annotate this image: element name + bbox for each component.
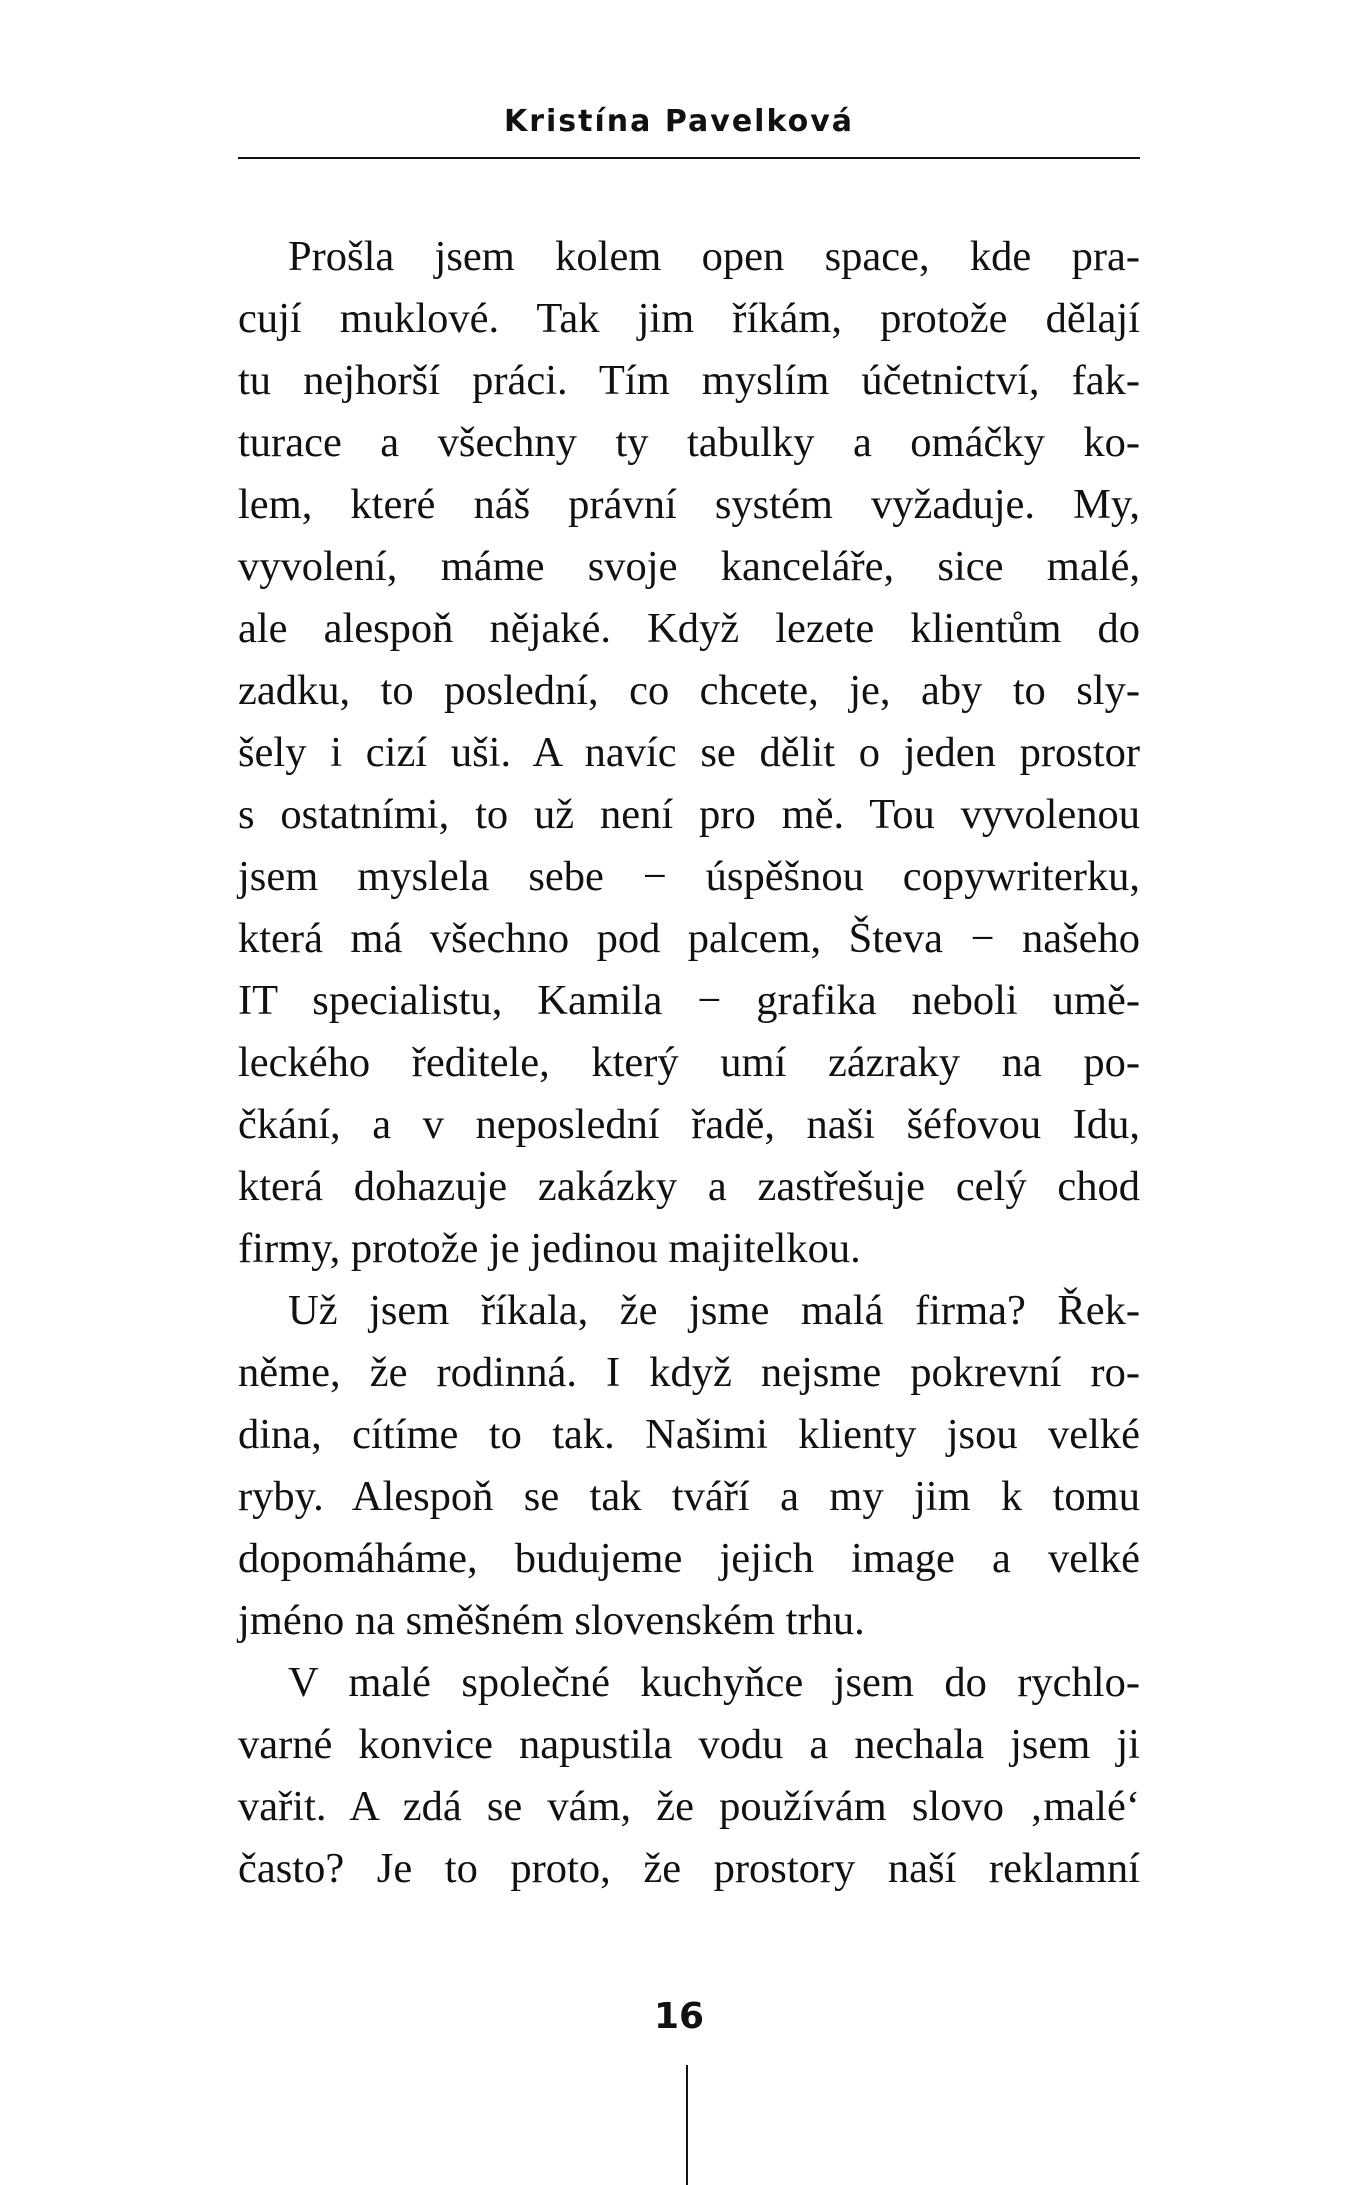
text-line: dopomáháme, budujeme jejich image a velké xyxy=(238,1535,1140,1582)
text-line: ryby. Alespoň se tak tváří a my jim k tomu xyxy=(238,1473,1140,1520)
page-number: 16 xyxy=(653,1996,705,2037)
text-line: často? Je to proto, že prostory naší reklamní xyxy=(238,1845,1140,1892)
text-line: dina, cítíme to tak. Našimi klienty jsou velké xyxy=(238,1411,1140,1458)
text-line: V malé společné kuchyňce jsem do rychlo- xyxy=(288,1659,1140,1706)
text-line: jsem myslela sebe − úspěšnou copywriterku, xyxy=(238,853,1140,900)
text-line: jméno na směšném slovenském trhu. xyxy=(238,1597,865,1644)
text-line: tu nejhorší práci. Tím myslím účetnictví, fak- xyxy=(238,357,1140,404)
text-line: čkání, a v neposlední řadě, naši šéfovou Idu, xyxy=(238,1101,1140,1148)
text-line: firmy, protože je jedinou majitelkou. xyxy=(238,1225,861,1272)
text-line: varné konvice napustila vodu a nechala jsem ji xyxy=(238,1721,1140,1768)
paragraph-1 xyxy=(238,226,1140,1280)
running-header-author: Kristína Pavelková xyxy=(503,104,855,139)
header-rule xyxy=(238,157,1140,159)
paragraph-3 xyxy=(238,1652,1140,1900)
text-line: lem, které náš právní systém vyžaduje. My, xyxy=(238,481,1140,528)
text-line: Už jsem říkala, že jsme malá firma? Řek- xyxy=(288,1287,1140,1334)
text-line: leckého ředitele, který umí zázraky na po- xyxy=(238,1039,1140,1086)
text-line: zadku, to poslední, co chcete, je, aby to sly- xyxy=(238,667,1140,714)
text-line: cují muklové. Tak jim říkám, protože dělají xyxy=(238,295,1140,342)
text-line: Prošla jsem kolem open space, kde pra- xyxy=(288,233,1140,280)
text-line: vařit. A zdá se vám, že používám slovo ‚malé‘ xyxy=(238,1783,1140,1830)
paragraph-2 xyxy=(238,1280,1140,1652)
text-line: ale alespoň nějaké. Když lezete klientům do xyxy=(238,605,1140,652)
text-line: něme, že rodinná. I když nejsme pokrevní ro- xyxy=(238,1349,1140,1396)
text-line: šely i cizí uši. A navíc se dělit o jeden prostor xyxy=(238,729,1140,776)
body-text xyxy=(238,226,1140,1900)
text-line: která dohazuje zakázky a zastřešuje celý chod xyxy=(238,1163,1140,1210)
text-line: vyvolení, máme svoje kanceláře, sice malé, xyxy=(238,543,1140,590)
text-line: která má všechno pod palcem, Števa − našeho xyxy=(238,915,1140,962)
text-line: s ostatními, to už není pro mě. Tou vyvolenou xyxy=(238,791,1140,838)
text-line: IT specialistu, Kamila − grafika neboli umě- xyxy=(238,977,1140,1024)
footer-vertical-rule xyxy=(686,2065,688,2185)
text-line: turace a všechny ty tabulky a omáčky ko- xyxy=(238,419,1140,466)
